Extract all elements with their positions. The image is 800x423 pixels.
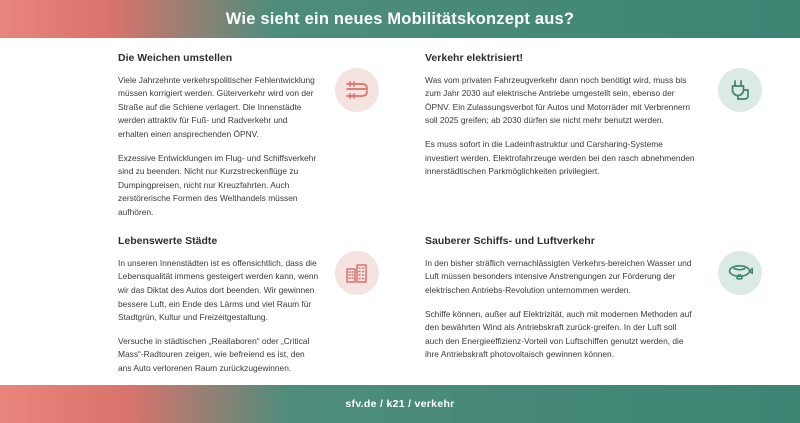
city-buildings-icon xyxy=(335,251,379,295)
footer-source-label: sfv.de / k21 / verkehr xyxy=(345,398,455,410)
panel-paragraph: Versuche in städtischen „Reallaboren“ oder „Critical Mass“-Radtouren zeigen, wie befreiend es ist, den ans Auto verlorenen Raum zurückzugewinnen. xyxy=(118,335,310,373)
panel-verkehr-elektrisiert xyxy=(411,52,774,229)
panel-title: Die Weichen umstellen xyxy=(118,52,233,64)
panel-sauberer-schiffs-und-luftverkehr xyxy=(411,235,774,385)
panel-paragraph: Schiffe können, außer auf Elektrizität, auch mit modernen Methoden auf den bewährten Wind als Antriebskraft zurück-greifen. In der Luft soll auch den Energieeffizienz-Vorteil von Luftschiffen genutzt werden, die ihre Antriebskraft photovoltaisch gewinnen können. xyxy=(425,308,692,360)
page-footer xyxy=(0,385,800,423)
panel-title: Lebenswerte Städte xyxy=(118,235,218,248)
panel-title: Sauberer Schiffs- und Luftverkehr xyxy=(425,235,595,248)
panel-weichen-umstellen xyxy=(26,52,389,229)
panel-title: Verkehr elektrisiert! xyxy=(425,52,524,64)
airship-icon xyxy=(718,251,762,295)
panel-paragraph: Viele Jahrzehnte verkehrspolitischer Fehlentwicklung müssen korrigiert werden. Güterverkehr wird von der Straße auf die Schiene verlagert. Die Innenstädte werden attraktiv für Fuß- und Radverkehr und erhalten einen ansprechenden ÖPNV. xyxy=(118,74,315,140)
panel-paragraph: In unseren Innenstädten ist es offensichtlich, dass die Lebensqualität immens gesteigert werden kann, wenn wir das Diktat des Autos dort beenden. Wir gewinnen bessere Luft, ein Ende des Lärms und viel Raum für Stadtgrün, Kultur und Freizeitgestaltung. xyxy=(118,257,319,323)
page-header xyxy=(0,0,800,38)
panel-paragraph: Es muss sofort in die Ladeinfrastruktur und Carsharing-Systeme investiert werden. Elektrofahrzeuge werden bei den rasch abnehmenden innerstädtischen Parkmöglichkeiten privilegiert. xyxy=(425,139,695,177)
panel-paragraph: Was vom privaten Fahrzeugverkehr dann noch benötigt wird, muss bis zum Jahr 2030 auf elektrische Antriebe umgestellt sein, ebenso der ÖPNV. Ein Zulassungsverbot für Autos und Motorräder mit Verbrennern soll 2025 greifen; ab 2030 dürfen sie nicht mehr benutzt werden. xyxy=(425,74,691,126)
electric-plug-icon xyxy=(718,68,762,112)
panel-lebenswerte-staedte xyxy=(26,235,389,385)
panel-paragraph: Exzessive Entwicklungen im Flug- und Schiffsverkehr sind zu beenden. Nicht nur Kurzstreckenflüge zu Dumpingpreisen, nicht nur Kreuzfahrten. Auch zerstörerische Formen des Welthandels müssen aufhören. xyxy=(118,152,317,218)
panel-paragraph: In den bisher sträflich vernachlässigten Verkehrs-bereichen Wasser und Luft müssen besonders intensive Anstrengungen zur Förderung der elektrischen Antriebs-Revolution unternommen werden. xyxy=(425,257,692,295)
panels-grid xyxy=(0,38,800,385)
rail-switch-icon xyxy=(335,68,379,112)
page-title: Wie sieht ein neues Mobilitätskonzept aus? xyxy=(225,9,575,28)
